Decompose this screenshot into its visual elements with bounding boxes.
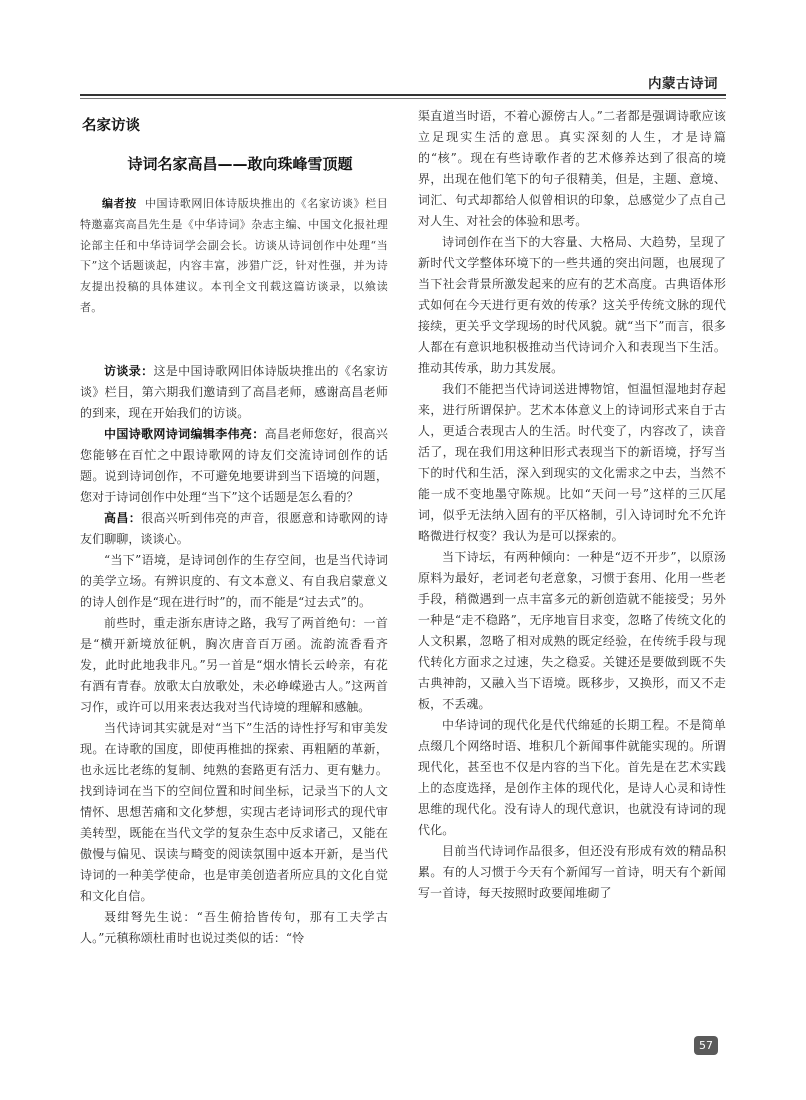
paragraph [80,718,388,907]
paragraph: 目前当代诗词作品很多，但还没有形成有效的精品积累。有的人习惯于今天有个新闻写一首诗，明天有个新闻写一首诗，每天按照时政要闻堆砌了 [418,844,726,900]
paragraph-text: 聂绀弩先生说：“吾生俯拾皆传句，那有工夫学古人。”元稹称颂杜甫时也说过类似的话：“怜 [80,909,388,945]
left-column [80,106,388,949]
speaker-label: 中国诗歌网诗词编辑李伟亮： [104,426,265,441]
article-title: 诗词名家高昌——敢向珠峰雪顶题 [127,155,353,173]
paragraph-text: 前些时，重走浙东唐诗之路，我写了两首绝句：一首是“横开新境放征帆，胸次唐音百万函。流韵流香看齐发，此时此地我非凡。”另一首是“烟水情长云岭亲，有花有酒有青春。放歌太白放歌处，未必峥嵘逊古人。”这两首习作，或许可以用来表达我对当代诗境的理解和感触。 [80,615,388,714]
paragraph [80,508,388,550]
speaker-label: 访谈录： [104,363,154,378]
journal-title: 内蒙古诗词 [648,76,718,92]
paragraph-text: 高昌老师您好，很高兴您能够在百忙之中跟诗歌网的诗友们交流诗词创作的话题。说到诗词创作，不可避免地要讲到当下语境的问题，您对于诗词创作中处理“当下”这个话题是怎么看的？ [80,426,388,504]
page-number: 57 [694,1036,718,1055]
header-rule [80,94,726,96]
paragraph-text: 很高兴听到伟亮的声音，很愿意和诗歌网的诗友们聊聊，谈谈心。 [80,510,388,546]
speaker-label: 高昌： [104,510,142,525]
header-rule-thin [80,98,726,99]
paragraph-text: 当代诗词其实就是对“当下”生活的诗性抒写和审美发现。在诗歌的国度，即使再椎拙的探索、再粗陋的革新，也永远比老练的复制、纯熟的套路更有活力、更有魅力。找到诗词在当下的空间位置和时间坐标，记录当下的人文情怀、思想苦痛和文化梦想，实现古老诗词形式的现代审美转型，既能在当代文学的复杂生态中反求诸己，又能在傲慢与偏见、误读与畸变的阅读氛围中返本开新，是当代诗词的一种美学使命，也是审美创造者所应具的文化自觉和文化自信。 [80,720,388,903]
section-title: 名家访谈 [82,118,140,134]
paragraph: 中华诗词的现代化是代代绵延的长期工程。不是简单点缀几个网络时语、堆积几个新闻事件就能实现的。所谓现代化，甚至也不仅是内容的当下化。首先是在艺术实践上的态度选择，是创作主体的现代化，是诗人心灵和诗性思维的现代化。没有诗人的现代意识，也就没有诗词的现代化。 [418,718,726,837]
paragraph [80,550,388,613]
paragraph: 我们不能把当代诗词送进博物馆，恒温恒湿地封存起来，进行所谓保护。艺术本体意义上的诗词形式来自于古人，更适合表现古人的生活。时代变了，内容改了，读音活了，现在我们用这种旧形式表现当下的新语境，抒写当下的时代和生活，深入到现实的文化需求之中去，当然不能一成不变地墨守陈规。比如“天问一号”这样的三仄尾词，似乎无法纳入固有的平仄格制，引入诗词时允不允许略微进行权变？我认为是可以探索的。 [418,382,726,543]
right-body [418,106,726,904]
paragraph: 诗词创作在当下的大容量、大格局、大趋势，呈现了新时代文学整体环境下的一些共通的突出问题，也展现了当下社会背景所激发起来的应有的艺术高度。古典语体形式如何在今天进行更有效的传承？这关乎传统文脉的现代接续，更关乎文学现场的时代风貌。就“当下”而言，很多人都在有意识地积极推动当代诗词介入和表现当下生活。推动其传承，助力其发展。 [418,235,726,375]
editor-note-text: 中国诗歌网旧体诗版块推出的《名家访谈》栏目特邀嘉宾高昌先生是《中华诗词》杂志主编、中国文化报社理论部主任和中华诗词学会副会长。访谈从诗词创作中处理“当下”这个话题谈起，内容丰富，涉猎广泛，针对性强，并为诗友提出投稿的具体建议。本刊全文刊载这篇访谈录，以飨读者。 [80,197,388,314]
editor-note-lead: 编者按 [102,197,137,210]
paragraph-text: 这是中国诗歌网旧体诗版块推出的《名家访谈》栏目，第六期我们邀请到了高昌老师，感谢高昌老师的到来，现在开始我们的访谈。 [80,363,388,420]
paragraph: 渠直道当时语，不着心源傍古人。”二者都是强调诗歌应该立足现实生活的意思。真实深刻的人生，才是诗篇的“核”。现在有些诗歌作者的艺术修养达到了很高的境界，出现在他们笔下的句子很精美，但是，主题、意境、词汇、句式却都给人似曾相识的印象，总感觉少了点自己对人生、对社会的体验和思考。 [418,109,726,228]
paragraph [80,424,388,508]
paragraph-text: “当下”语境，是诗词创作的生存空间，也是当代诗词的美学立场。有辨识度的、有文本意义、有自我启蒙意义的诗人创作是“现在进行时”的，而不能是“过去式”的。 [80,552,388,609]
paragraph [80,361,388,424]
paragraph: 当下诗坛，有两种倾向：一种是“迈不开步”，以原汤原料为最好，老词老句老意象，习惯于套用、化用一些老手段，稍微遇到一点丰富多元的新创造就不能接受；另外一种是“走不稳路”，无序地盲目求变，忽略了传统文化的人文积累，忽略了相对成熟的既定经验，在传统手段与现代转化方面求之过速，失之稳妥。关键还是要做到既不失古典神韵，又融入当下语境。既移步，又换形，而又不走板，不丢魂。 [418,550,726,711]
left-body [80,361,388,949]
paragraph [80,907,388,949]
right-column [418,106,726,904]
paragraph [80,613,388,718]
editor-note [80,194,388,319]
